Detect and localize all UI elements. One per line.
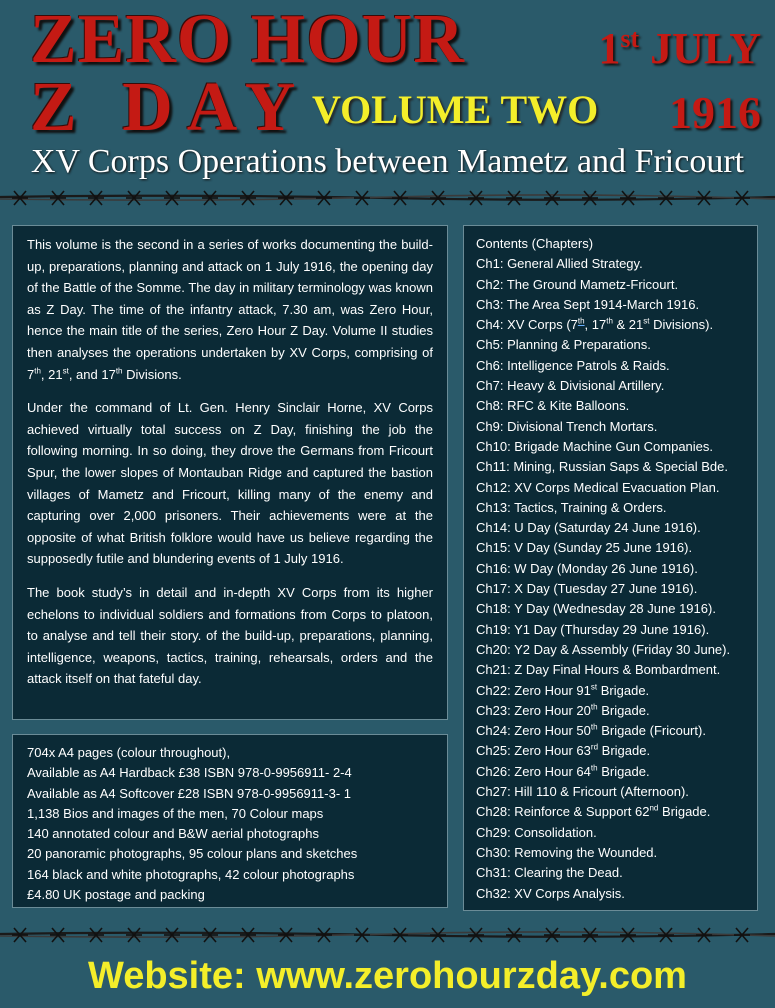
wire-barb — [12, 928, 28, 942]
chapter-item — [476, 457, 745, 477]
chapter-text: Ch4: XV Corps (7 — [476, 317, 578, 333]
chapter-text: Brigade. — [597, 763, 650, 779]
intro-p1-text: , 21 — [40, 366, 63, 382]
chapter-item — [476, 721, 745, 741]
wire-barb — [392, 928, 408, 942]
chapter-text: Ch20: Y2 Day & Assembly (Friday 30 June). — [476, 641, 731, 657]
spec-line: 704x A4 pages (colour throughout), — [27, 745, 231, 760]
chapter-item — [476, 741, 745, 761]
website-link[interactable]: Website: www.zerohourzday.com — [88, 955, 687, 997]
date-day-month — [598, 24, 761, 74]
chapter-text: Ch21: Z Day Final Hours & Bombardment. — [476, 662, 721, 678]
chapter-text: Brigade. — [598, 743, 651, 759]
wire-barb — [316, 191, 332, 205]
chapter-ordinal-suffix: th — [606, 316, 613, 326]
subtitle: XV Corps Operations between Mametz and Fricourt — [30, 143, 745, 180]
intro-p1-text: Divisions. — [122, 366, 182, 382]
spec-line: 140 annotated colour and B&W aerial photographs — [27, 826, 319, 842]
chapter-item — [476, 254, 745, 274]
chapter-list — [476, 254, 745, 904]
wire-barb — [88, 928, 104, 942]
chapter-text: Ch25: Zero Hour 63 — [476, 743, 591, 759]
wire-barb — [164, 928, 180, 942]
wire-barb — [544, 191, 560, 205]
chapter-text: Ch7: Heavy & Divisional Artillery. — [476, 378, 665, 394]
chapter-item — [476, 782, 745, 802]
wire-barb — [582, 191, 598, 205]
wire-barb — [88, 191, 104, 205]
chapter-text: Brigade. — [597, 682, 650, 698]
chapter-item — [476, 478, 745, 498]
chapter-text: Ch2: The Ground Mametz-Fricourt. — [476, 276, 679, 292]
wire-barb — [734, 191, 750, 205]
chapter-item — [476, 660, 745, 680]
chapter-ordinal-suffix: th — [577, 316, 585, 326]
chapter-text: Ch22: Zero Hour 91 — [476, 682, 591, 698]
date-month: JULY — [639, 24, 761, 73]
wire-barb — [316, 928, 332, 942]
chapter-text: Ch18: Y Day (Wednesday 28 June 1916). — [476, 601, 716, 617]
chapter-item — [476, 315, 745, 335]
wire-barb — [468, 928, 484, 942]
wire-barb — [278, 928, 294, 942]
chapter-ordinal-suffix: th — [590, 722, 598, 732]
chapter-item — [476, 518, 745, 538]
wire-barb — [696, 191, 712, 205]
wire-barb — [50, 191, 66, 205]
title-line-2: Z DAY — [30, 69, 310, 146]
chapter-item — [476, 376, 745, 396]
wire-barb — [506, 928, 522, 942]
chapter-item — [476, 559, 745, 579]
contents-heading: Contents (Chapters) — [476, 236, 594, 251]
spec-line: 164 black and white photographs, 42 colour photographs — [27, 866, 355, 882]
chapter-item — [476, 863, 745, 883]
intro-p1-text: This volume is the second in a series of works documenting the build-up, preparations, planning and attack on 1 July 1916, the opening day of the Battle of the Somme. The day in military terminology was known as Z Day. The time of the infantry attack, 7.30 am, was Zero Hour, hence the main title of the series, Zero Hour Z Day. Volume II studies then analyses the operations undertaken by XV Corps, comprising of 7 — [27, 237, 433, 382]
chapter-text: Ch16: W Day (Monday 26 June 1916). — [476, 560, 698, 576]
chapter-text: & 21 — [612, 317, 644, 333]
intro-p1-sup: th — [115, 366, 123, 376]
intro-panel — [12, 225, 448, 720]
wire-barb — [430, 928, 446, 942]
chapter-text: Brigade (Fricourt). — [597, 723, 706, 739]
wire-barb — [278, 191, 294, 205]
chapter-text: , 17 — [584, 317, 607, 333]
chapter-text: Ch11: Mining, Russian Saps & Special Bde. — [476, 459, 728, 475]
chapter-item — [476, 802, 745, 822]
chapter-ordinal-suffix: st — [590, 682, 598, 692]
wire-barb — [392, 191, 408, 205]
spec-line: Available as A4 Softcover £28 ISBN 978-0-9956911-3- 1 — [27, 785, 352, 801]
chapter-ordinal-suffix: th — [590, 702, 598, 712]
intro-paragraph-2: Under the command of Lt. Gen. Henry Sinclair Horne, XV Corps achieved virtually total success on Z Day, finishing the job the following morning. In so doing, they drove the Germans from Fricourt Spur, the lower slopes of Montauban Ridge and captured the bastion villages of Mametz and Fricourt, killing many of the enemy and capturing over 2,000 prisoners. Their achievements were at the opposite of what British folklore would have us believe regarding the supposedly futile and blundering events of 1 July 1916. — [27, 400, 433, 567]
chapter-text: Ch27: Hill 110 & Fricourt (Afternoon). — [476, 784, 689, 800]
chapter-text: Ch17: X Day (Tuesday 27 June 1916). — [476, 581, 698, 597]
chapter-text: Ch31: Clearing the Dead. — [476, 865, 623, 881]
chapter-item — [476, 356, 745, 376]
wire-barb — [240, 928, 256, 942]
wire-barb — [582, 928, 598, 942]
title-line-1: ZERO HOUR — [30, 1, 465, 78]
wire-barb — [544, 928, 560, 942]
wire-barb — [50, 928, 66, 942]
wire-barb — [658, 928, 674, 942]
chapter-text: Ch19: Y1 Day (Thursday 29 June 1916). — [476, 621, 710, 637]
intro-paragraph-3: The book study’s in detail and in-depth XV Corps from its higher echelons to individual soldiers and formations from Corps to platoon, to analyse and tell their story. of the build-up, preparations, planning, intelligence, weapons, tactics, training, rehearsals, orders and the attack itself on that fateful day. — [27, 584, 433, 687]
chapter-item — [476, 538, 745, 558]
chapter-item — [476, 498, 745, 518]
chapter-text: Ch1: General Allied Strategy. — [476, 256, 643, 272]
barbed-wire-divider-bottom — [0, 920, 775, 950]
wire-barb — [658, 191, 674, 205]
wire-barb — [240, 191, 256, 205]
wire-barb — [620, 191, 636, 205]
chapter-item — [476, 295, 745, 315]
volume-label: VOLUME TWO — [312, 87, 599, 132]
wire-barb — [430, 191, 446, 205]
intro-p1-sup: th — [34, 366, 41, 376]
chapter-item — [476, 701, 745, 721]
wire-barb — [126, 928, 142, 942]
chapter-text: Ch9: Divisional Trench Mortars. — [476, 418, 658, 434]
wire-barb — [696, 928, 712, 942]
chapter-item — [476, 640, 745, 660]
wire-barb — [164, 191, 180, 205]
wire-barb — [202, 928, 218, 942]
wire-barb — [620, 928, 636, 942]
chapter-item — [476, 437, 745, 457]
wire-barb — [468, 191, 484, 205]
chapter-ordinal-suffix: th — [590, 763, 598, 773]
chapter-ordinal-suffix: rd — [590, 743, 599, 753]
wire-barb — [202, 191, 218, 205]
chapter-text: Ch30: Removing the Wounded. — [476, 844, 658, 860]
chapter-text: Ch6: Intelligence Patrols & Raids. — [476, 357, 670, 373]
spec-line: 1,138 Bios and images of the men, 70 Colour maps — [27, 805, 324, 821]
chapter-item — [476, 335, 745, 355]
chapter-text: Ch12: XV Corps Medical Evacuation Plan. — [476, 479, 720, 495]
chapter-text: Brigade. — [658, 804, 711, 820]
date-suffix: st — [620, 24, 640, 53]
intro-p1-text: , and 17 — [68, 366, 116, 382]
wire-barb — [12, 191, 28, 205]
chapter-item — [476, 823, 745, 843]
chapter-ordinal-suffix: nd — [649, 803, 659, 813]
chapter-text: Divisions). — [649, 317, 714, 333]
chapter-item — [476, 396, 745, 416]
spec-line: 20 panoramic photographs, 95 colour plans and sketches — [27, 846, 358, 862]
chapter-text: Ch26: Zero Hour 64 — [476, 763, 591, 779]
chapter-text: Ch23: Zero Hour 20 — [476, 702, 591, 718]
chapter-item — [476, 884, 745, 904]
chapter-text: Ch15: V Day (Sunday 25 June 1916). — [476, 540, 693, 556]
specs-panel — [12, 734, 448, 908]
spec-line: Available as A4 Hardback £38 ISBN 978-0-9956911- 2-4 — [27, 765, 352, 781]
chapter-ordinal-suffix: st — [643, 316, 650, 326]
chapter-text: Ch29: Consolidation. — [476, 824, 597, 840]
wire-barb — [126, 191, 142, 205]
contents-panel — [463, 225, 758, 911]
chapter-item — [476, 275, 745, 295]
wire-barb — [354, 928, 370, 942]
barbed-wire-divider-top — [0, 183, 775, 213]
chapter-text: Ch8: RFC & Kite Balloons. — [476, 398, 630, 414]
chapter-item — [476, 579, 745, 599]
date-day: 1 — [598, 24, 621, 73]
chapter-text: Ch10: Brigade Machine Gun Companies. — [476, 438, 714, 454]
wire-barb — [734, 928, 750, 942]
chapter-item — [476, 843, 745, 863]
intro-p1-sup: st — [62, 366, 69, 376]
chapter-text: Ch28: Reinforce & Support 62 — [476, 804, 650, 820]
chapter-text: Ch13: Tactics, Training & Orders. — [476, 499, 667, 515]
chapter-text: Ch5: Planning & Preparations. — [476, 337, 651, 353]
wire-barb — [354, 191, 370, 205]
chapter-item — [476, 599, 745, 619]
wire-barb — [506, 191, 522, 205]
chapter-text: Ch32: XV Corps Analysis. — [476, 885, 625, 901]
chapter-text: Brigade. — [597, 702, 650, 718]
intro-paragraph-1 — [27, 234, 433, 385]
chapter-item — [476, 417, 745, 437]
chapter-text: Ch14: U Day (Saturday 24 June 1916). — [476, 520, 701, 536]
chapter-item — [476, 762, 745, 782]
chapter-text: Ch24: Zero Hour 50 — [476, 723, 591, 739]
chapter-text: Ch3: The Area Sept 1914-March 1916. — [476, 296, 700, 312]
chapter-item — [476, 681, 745, 701]
spec-line: £4.80 UK postage and packing — [27, 887, 205, 903]
chapter-item — [476, 620, 745, 640]
date-year: 1916 — [669, 87, 761, 138]
